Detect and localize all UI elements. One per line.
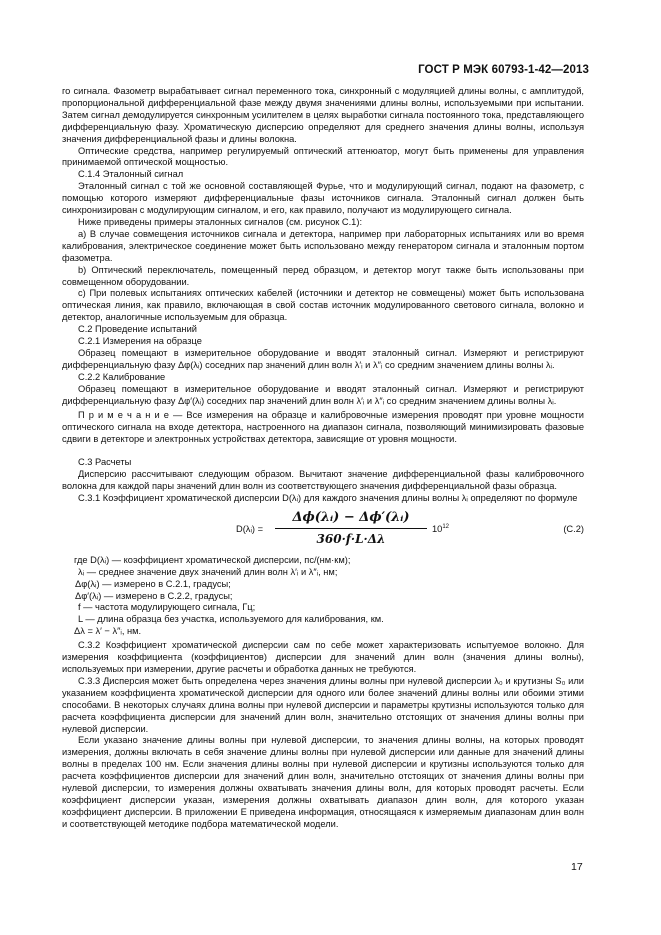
- formula-multiplier: $10^{12}$: [432, 523, 450, 534]
- paragraph: Дисперсию рассчитывают следующим образом. Вычитают значение дифференциальной фазы калибровочного волокна для каждой пары значений длин волн из соответствующего значения дифференциальной фазы образца.: [62, 469, 584, 491]
- section-heading: С.3 Расчеты: [78, 457, 132, 468]
- definition-item: Δφ(λᵢ) — измерено в С.2.1, градусы;: [75, 578, 231, 589]
- document-header: ГОСТ Р МЭК 60793-1-42—2013: [418, 64, 589, 76]
- note: П р и м е ч а н и е — Все измерения на образце и калибровочные измерения проводят при уровне мощности оптического сигнала на входе детектора, настроенного на диапазон сигнала, позволяющий минимизировать фазовые сдвиги в детекторе и электронных устройствах детектора, зависящие от уровня мощности.: [62, 410, 584, 445]
- paragraph: Образец помещают в измерительное оборудование и вводят эталонный сигнал. Измеряют и регистрируют дифференциальную фазу Δφ′(λᵢ) соседних пар значений длин волн λ′ᵢ и λ″ᵢ со средним значением длины волны λᵢ.: [62, 383, 584, 406]
- paragraph: Ниже приведены примеры эталонных сигналов (см. рисунок С.1):: [78, 216, 363, 227]
- paragraph: Если указано значение длины волны при нулевой дисперсии, то значения длины волны, на которых проводят измерения, должны включать в себя значение длины волны при нулевой дисперсии или данные для значений длины волны в пределах 100 нм. Если значения длины волны при нулевой дисперсии и крутизны используются только для расчета коэффициентов дисперсии для значений длин волн, значительно отстоящих от значения длины волны при нулевой дисперсии, то измерения должны охватывать значения длины волн, для которых проводят расчеты. Если коэффициент дисперсии указан, измерения должны охватывать диапазон длин волн, для которого указан коэффициент дисперсии. В приложении Е приведена информация, относящаяся к измеряемым диапазонам длин волн и соответствующей методике подбора математической модели.: [62, 735, 584, 829]
- paragraph: С.3.2 Коэффициент хроматической дисперсии сам по себе может характеризовать испытуемое волокно. Для измерения коэффициента (коэффициентов) дисперсии для значений длин волн (значения длины волны), используемых при измерении, другие расчеты и обработка данных не требуются.: [62, 640, 584, 674]
- paragraph: С.3.3 Дисперсия может быть определена через значения длины волны при нулевой дисперсии λ₀ и крутизны S₀ или указанием коэффициента хроматической дисперсии для одного или более значений длины волны или обоими этими способами. В некоторых случаях длина волны при нулевой дисперсии и параметры крутизны используются только для расчета коэффициента дисперсии для значений длин волн, значительно отстоящих от значения длины волны при нулевой дисперсии.: [62, 675, 584, 734]
- definition-item: L — длина образца без участка, используемого для калибрования, км.: [78, 614, 384, 625]
- definition-item: f — частота модулирующего сигнала, Гц;: [78, 602, 256, 613]
- definition-item: где D(λᵢ) — коэффициент хроматической дисперсии, пс/(нм·км);: [74, 554, 351, 565]
- paragraph: Образец помещают в измерительное оборудование и вводят эталонный сигнал. Измеряют и регистрируют дифференциальную фазу Δφ(λᵢ) соседних пар значений длин волн λ′ᵢ и λ″ᵢ со средним значением длины волны λᵢ.: [62, 347, 584, 370]
- formula-number: (С.2): [563, 523, 584, 534]
- page-number: 17: [571, 861, 583, 873]
- paragraph: Оптические средства, например регулируемый оптический аттенюатор, могут быть применены для управления принимаемой оптической мощностью.: [62, 145, 584, 168]
- list-item: с) При полевых испытаниях оптических кабелей (источники и детектор не совмещены) может быть использована оптическая линия, как правило, включающая в свой состав источник модулированного светового сигнала, волокно и детектор, аналогичные используемым для образца.: [62, 288, 584, 323]
- formula-c2: [62, 509, 584, 553]
- definition-item: Δφ′(λᵢ) — измерено в С.2.2, градусы;: [75, 590, 233, 601]
- formula-definitions: [62, 555, 584, 638]
- section-heading: С.2.1 Измерения на образце: [78, 336, 202, 347]
- formula-exponent: 12: [442, 523, 450, 530]
- formula-fraction: [271, 509, 431, 548]
- section-heading: С.2 Проведение испытаний: [78, 324, 197, 335]
- list-item: а) В случае совмещения источников сигнала и детектора, например при лабораторных испытаниях или во время калибрования, электрическое соединение может быть использовано между генератором сигнала и эталонным портом фазометра.: [62, 228, 584, 263]
- page-body: [62, 86, 584, 831]
- list-item: b) Оптический переключатель, помещенный перед образцом, и детектор могут также быть использованы при совмещенном оборудовании.: [62, 264, 584, 287]
- formula-denominator: 360·f·L·Δλ: [316, 531, 386, 546]
- paragraph: го сигнала. Фазометр вырабатывает сигнал переменного тока, синхронный с модуляцией длины волны, с амплитудой, пропорциональной дифференциальной фазе между двумя значениями длины волны, используемыми при испытании. Затем сигнал демодулируется синхронным усилителем в целях выработки сигнала постоянного тока, представляющего дифференциальную фазу. Хроматическую дисперсию определяют для среднего значения длины волны, используя значения дифференциальной фазы и длины волокна.: [62, 86, 584, 144]
- formula-numerator: Δϕ(λᵢ) − Δϕ′(λᵢ): [292, 509, 410, 525]
- formula-lhs: D(λᵢ) =: [236, 523, 264, 534]
- fraction-bar: [275, 528, 427, 529]
- paragraph: С.3.1 Коэффициент хроматической дисперсии D(λᵢ) для каждого значения длины волны λᵢ определяют по формуле: [78, 492, 578, 503]
- definition-item: λᵢ — среднее значение двух значений длин волн λ′ᵢ и λ″ᵢ, нм;: [78, 566, 338, 577]
- paragraph: Эталонный сигнал с той же основной составляющей Фурье, что и модулирующий сигнал, подают на фазометр, с помощью которого измеряют дифференциальные фазы источников сигнала. Эталонный сигнал должен быть синхронизирован с модулирующим сигналом, и его, как правило, получают из модулирующего сигнала.: [62, 181, 584, 216]
- definition-item: Δλ = λ′ − λ″ᵢ, нм.: [74, 626, 142, 637]
- section-heading: С.2.2 Калибрование: [78, 371, 166, 382]
- section-heading: С.1.4 Эталонный сигнал: [78, 169, 184, 180]
